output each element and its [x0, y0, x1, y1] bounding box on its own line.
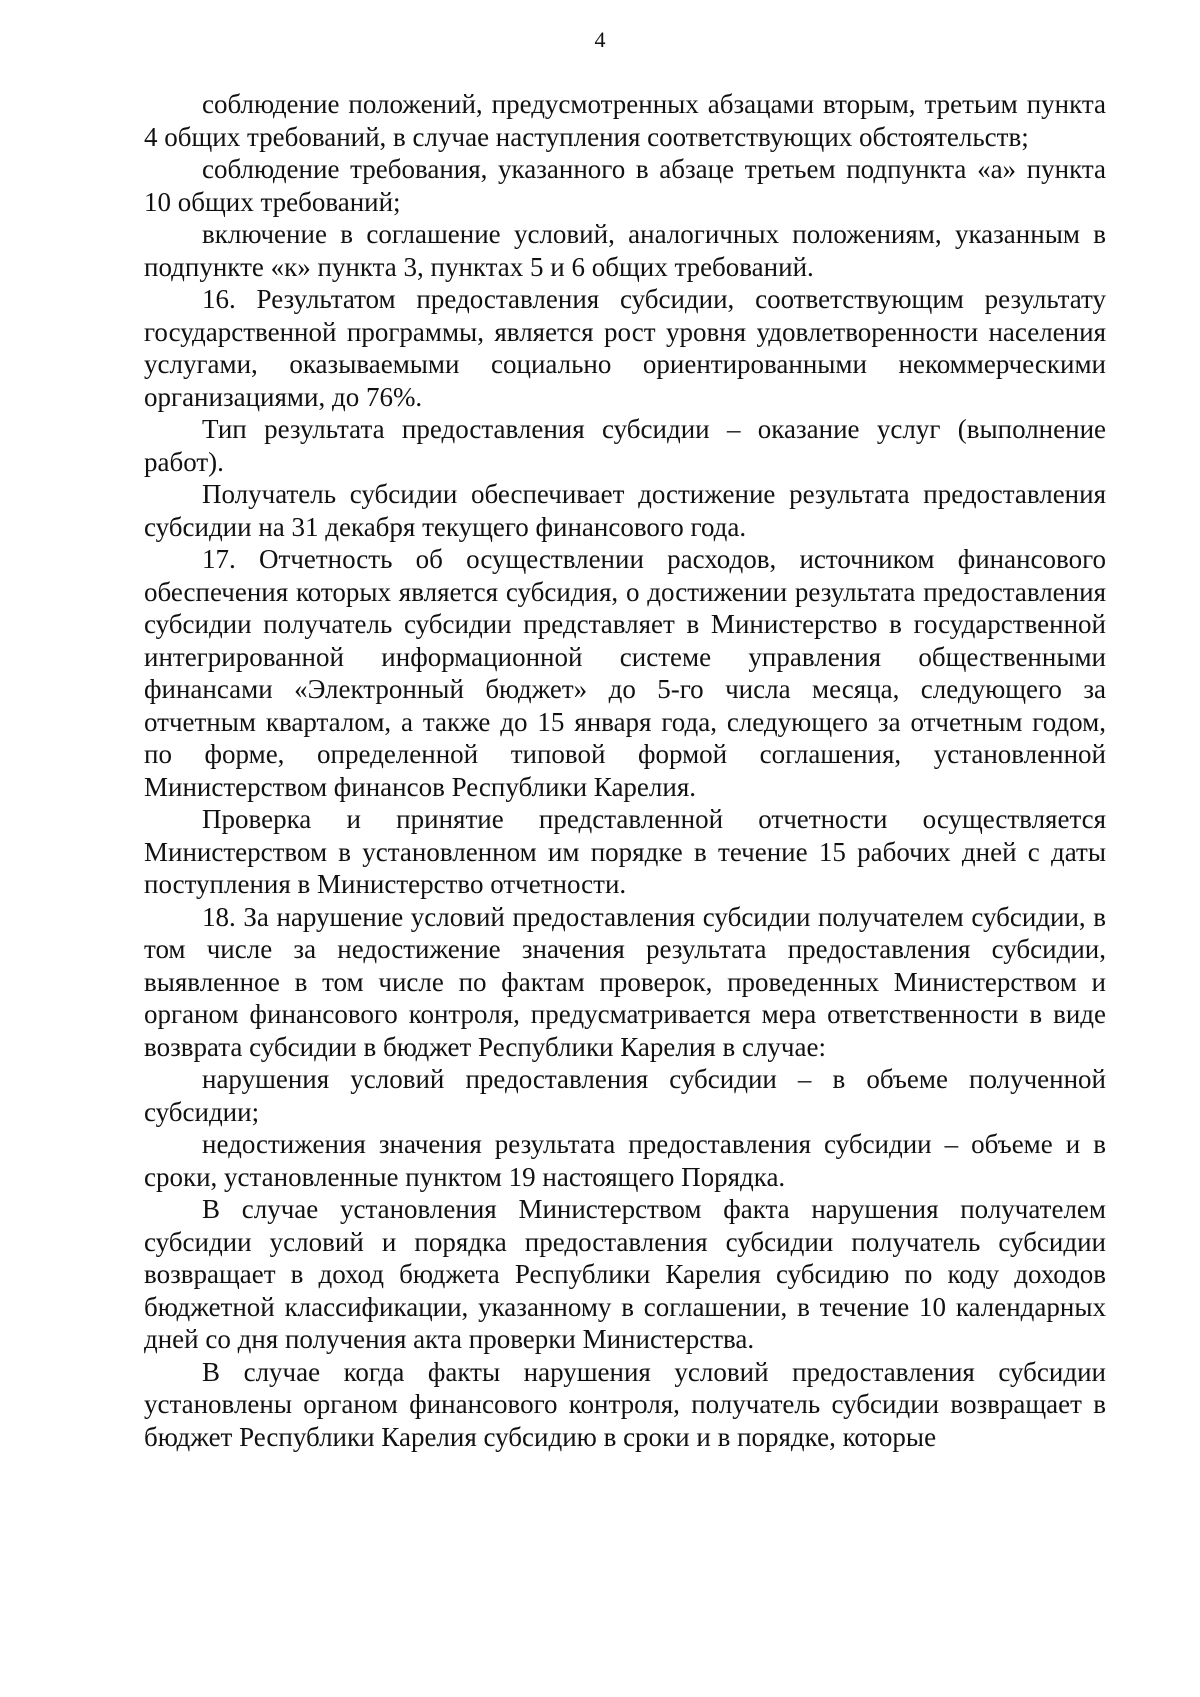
paragraph-abzac-compliance-provisions: соблюдение положений, предусмотренных абзацами вторым, третьим пункта 4 общих требований, в случае наступления соответствующих обстоятельств;	[144, 89, 1106, 152]
paragraph-item-16: 16. Результатом предоставления субсидии, соответствующим результату государственной программы, является рост уровня удовлетворенности населения услугами, оказываемыми социально ориентированными некоммерческими организациями, до 76%.	[144, 284, 1106, 412]
paragraph-result-type: Тип результата предоставления субсидии – оказание услуг (выполнение работ).	[144, 414, 1106, 477]
paragraph-violation-conditions: нарушения условий предоставления субсидии – в объеме полученной субсидии;	[144, 1064, 1106, 1127]
paragraph-control-body-case: В случае когда факты нарушения условий предоставления субсидии установлены органом финансового контроля, получатель субсидии возвращает в бюджет Республики Карелия субсидию в сроки и в порядке, которые	[144, 1356, 1106, 1452]
page-number: 4	[594, 27, 606, 52]
paragraph-item-18: 18. За нарушение условий предоставления субсидии получателем субсидии, в том числе за недостижение значения результата предоставления субсидии, выявленное в том числе по фактам проверок, проведенных Министерством и органом финансового контроля, предусматривается мера ответственности в виде возврата субсидии в бюджет Республики Карелия в случае:	[144, 901, 1106, 1062]
paragraph-item-17: 17. Отчетность об осуществлении расходов, источником финансового обеспечения которых является субсидия, о достижении результата предоставления субсидии получатель субсидии представляет в Министерство в государственной интегрированной информационной системе управления общественными финансами «Электронный бюджет» до 5-го числа месяца, следующего за отчетным кварталом, а также до 15 января года, следующего за отчетным годом, по форме, определенной типовой формой соглашения, установленной Министерством финансов Республики Карелия.	[144, 544, 1106, 802]
paragraph-non-achievement: недостижения значения результата предоставления субсидии – объеме и в сроки, установленные пунктом 19 настоящего Порядка.	[144, 1129, 1106, 1192]
document-body	[144, 88, 1106, 1453]
paragraph-abzac-agreement-conditions: включение в соглашение условий, аналогичных положениям, указанным в подпункте «к» пункта 3, пунктах 5 и 6 общих требований.	[144, 219, 1106, 282]
paragraph-abzac-requirement-10a: соблюдение требования, указанного в абзаце третьем подпункта «а» пункта 10 общих требований;	[144, 154, 1106, 217]
paragraph-recipient-achievement: Получатель субсидии обеспечивает достижение результата предоставления субсидии на 31 декабря текущего финансового года.	[144, 479, 1106, 542]
paragraph-report-verification: Проверка и принятие представленной отчетности осуществляется Министерством в установленном им порядке в течение 15 рабочих дней с даты поступления в Министерство отчетности.	[144, 804, 1106, 899]
paragraph-ministry-violation-case: В случае установления Министерством факта нарушения получателем субсидии условий и порядка предоставления субсидии получатель субсидии возвращает в доход бюджета Республики Карелия субсидию по коду доходов бюджетной классификации, указанному в соглашении, в течение 10 календарных дней со дня получения акта проверки Министерства.	[144, 1194, 1106, 1354]
